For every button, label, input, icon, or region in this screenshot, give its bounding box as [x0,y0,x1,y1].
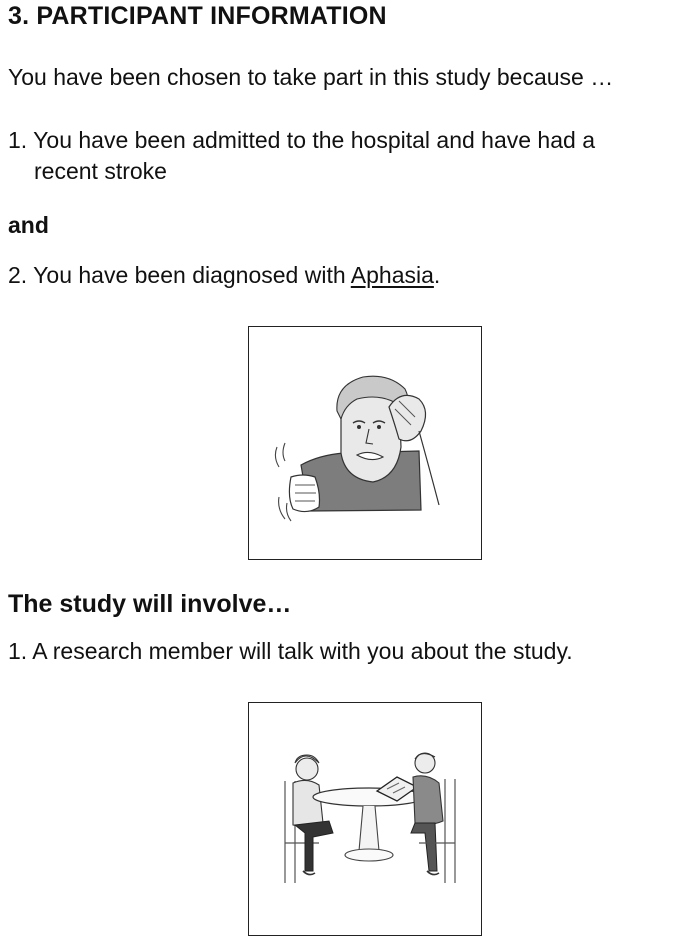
study-item-1: 1. A research member will talk with you about the study. [8,638,573,664]
criteria-item-1-number: 1. [8,127,28,153]
stroke-patient-illustration [248,326,482,560]
criteria-connector: and [8,212,49,238]
criteria-item-1-line2: recent stroke [34,158,167,184]
stroke-patient-drawing [249,327,480,558]
criteria-item-1-line1: You have been admitted to the hospital and have had a [33,127,595,153]
section-heading: 3. PARTICIPANT INFORMATION [8,2,387,30]
intro-text: You have been chosen to take part in this study because … [8,64,614,90]
criteria-item-2 [8,262,440,289]
criteria-item-2-end: . [433,262,441,288]
criteria-item-2-text: You have been diagnosed with [33,262,346,288]
criteria-item-2-number: 2. [8,262,28,288]
aphasia-term: Aphasia [350,262,434,288]
meeting-drawing [249,703,480,934]
meeting-illustration [248,702,482,936]
study-heading: The study will involve… [8,590,292,618]
criteria-item-1 [8,127,595,154]
